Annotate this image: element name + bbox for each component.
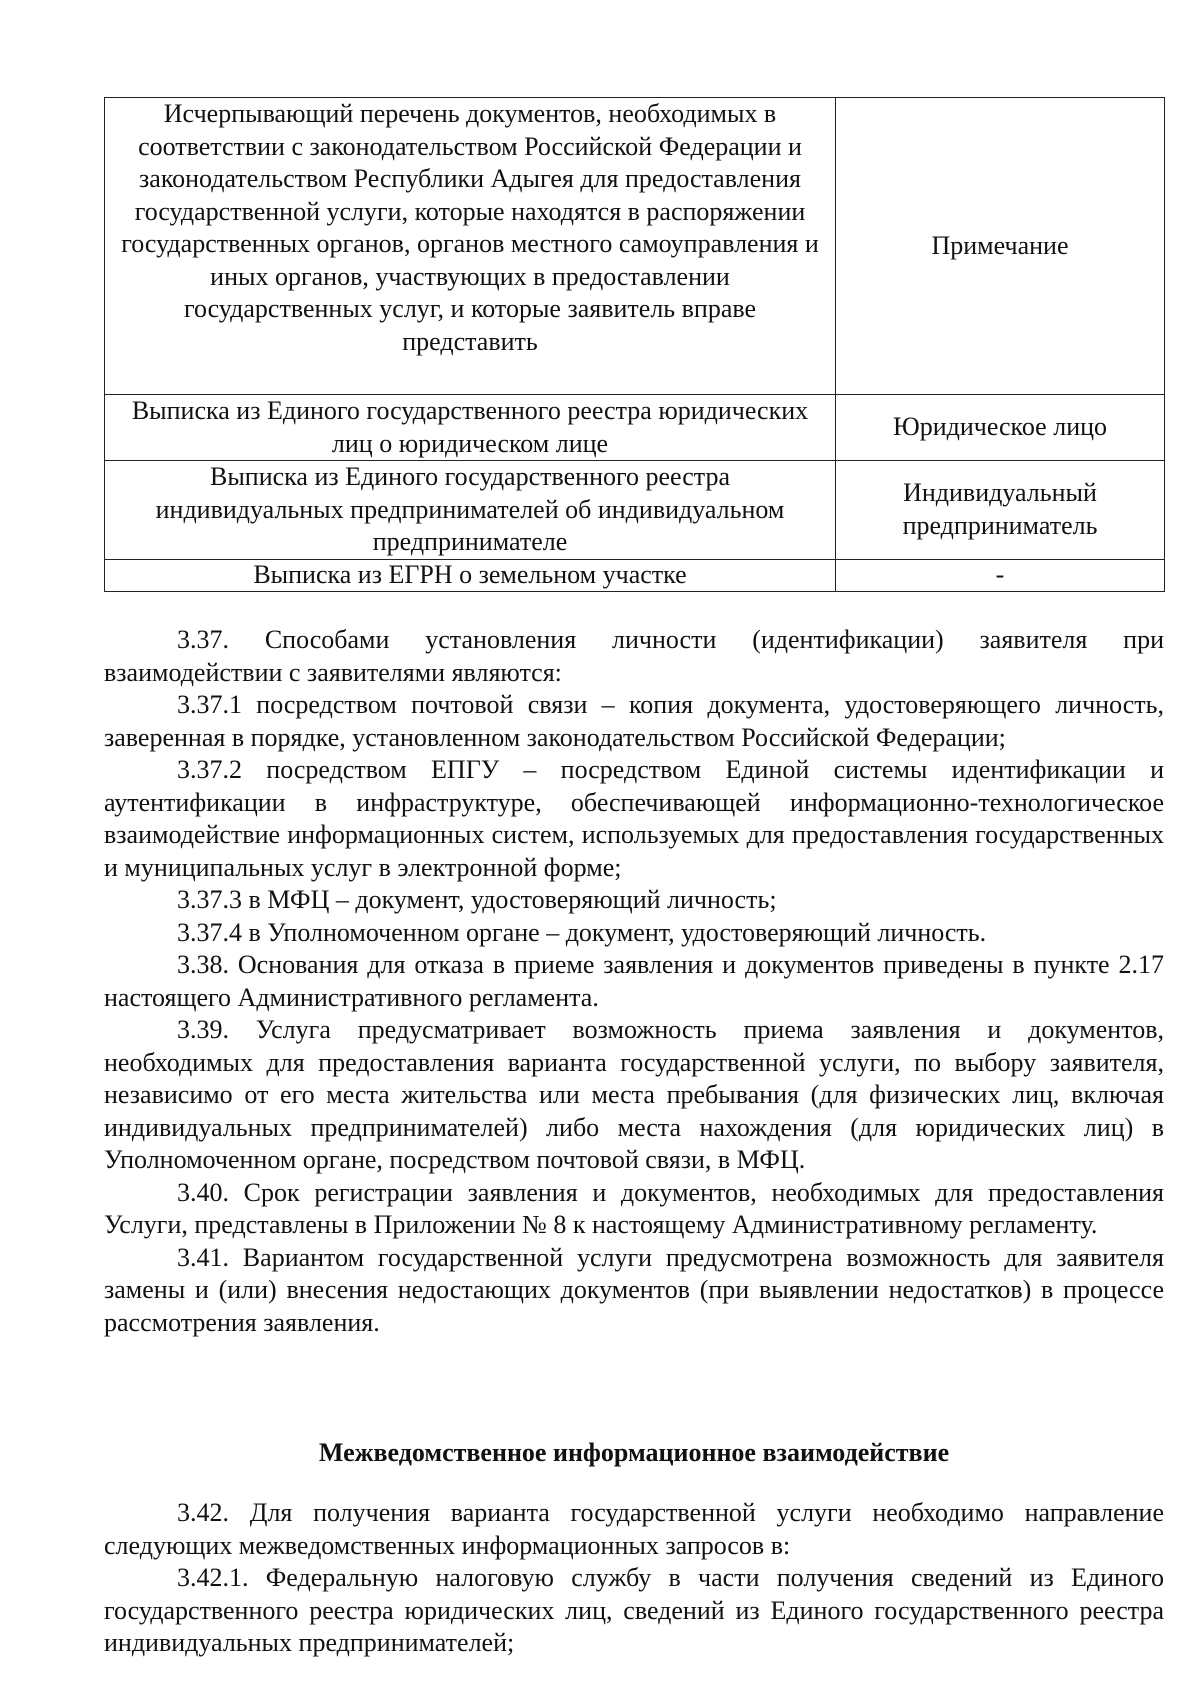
section-heading: Межведомственное информационное взаимодействие — [318, 1438, 950, 1467]
body-text-2 — [104, 1497, 1164, 1660]
paragraph-3-41: 3.41. Вариантом государственной услуги предусмотрена возможность для заявителя замены и (или) внесения недостающих документов (при выявлении недостатков) в процессе рассмотрения заявления. — [104, 1242, 1164, 1337]
header-note-cell: Примечание — [836, 98, 1165, 395]
paragraph-3-37-1: 3.37.1 посредством почтовой связи – копия документа, удостоверяющего личность, заверенная в порядке, установленном законодательством Российской Федерации; — [104, 690, 1164, 752]
paragraph-3-37-4: 3.37.4 в Уполномоченном органе – документ, удостоверяющий личность. — [177, 917, 987, 947]
row-document-cell: Выписка из Единого государственного реестра индивидуальных предпринимателей об индивидуальном предпринимателе — [105, 461, 836, 560]
paragraph-3-37: 3.37. Способами установления личности (идентификации) заявителя при взаимодействии с заявителями являются: — [104, 625, 1164, 687]
row-document-cell: Выписка из Единого государственного реестра юридических лиц о юридическом лице — [105, 395, 836, 461]
table-header-row — [105, 98, 1165, 395]
table-row — [105, 395, 1165, 461]
header-documents-cell: Исчерпывающий перечень документов, необходимых в соответствии с законодательством Российской Федерации и законодательством Республики Адыгея для предоставления государственной услуги, которые находятся в распоряжении государственных органов, органов местного самоуправления и иных органов, участвующих в предоставлении государственных услуг, и которые заявитель вправе представить — [105, 98, 836, 395]
row-note-cell: - — [836, 559, 1165, 591]
paragraph-3-42-1: 3.42.1. Федеральную налоговую службу в части получения сведений из Единого государственного реестра юридических лиц, сведений из Единого государственного реестра индивидуальных предпринимателей; — [104, 1563, 1164, 1657]
row-note-cell: Индивидуальный предприниматель — [836, 461, 1165, 560]
documents-table — [104, 97, 1165, 592]
paragraph-3-42: 3.42. Для получения варианта государственной услуги необходимо направление следующих межведомственных информационных запросов в: — [104, 1498, 1164, 1560]
paragraph-3-37-3: 3.37.3 в МФЦ – документ, удостоверяющий личность; — [177, 885, 777, 914]
table-row — [105, 461, 1165, 560]
table-row — [105, 559, 1165, 591]
paragraph-3-37-2: 3.37.2 посредством ЕПГУ – посредством Единой системы идентификации и аутентификации в инфраструктуре, обеспечивающей информационно-технологическое взаимодействие информационных систем, используемых для предоставления государственных и муниципальных услуг в электронной форме; — [104, 755, 1164, 882]
row-note-cell: Юридическое лицо — [836, 395, 1165, 461]
body-text — [104, 624, 1164, 1339]
row-document-cell: Выписка из ЕГРН о земельном участке — [105, 559, 836, 591]
paragraph-3-38: 3.38. Основания для отказа в приеме заявления и документов приведены в пункте 2.17 настоящего Административного регламента. — [104, 950, 1164, 1012]
paragraph-3-39: 3.39. Услуга предусматривает возможность приема заявления и документов, необходимых для предоставления варианта государственной услуги, по выбору заявителя, независимо от его места жительства или места пребывания (для физических лиц, включая индивидуальных предпринимателей) либо места нахождения (для юридических лиц) в Уполномоченном органе, посредством почтовой связи, в МФЦ. — [104, 1015, 1164, 1174]
paragraph-3-40: 3.40. Срок регистрации заявления и документов, необходимых для предоставления Услуги, представлены в Приложении № 8 к настоящему Административному регламенту. — [104, 1177, 1164, 1239]
